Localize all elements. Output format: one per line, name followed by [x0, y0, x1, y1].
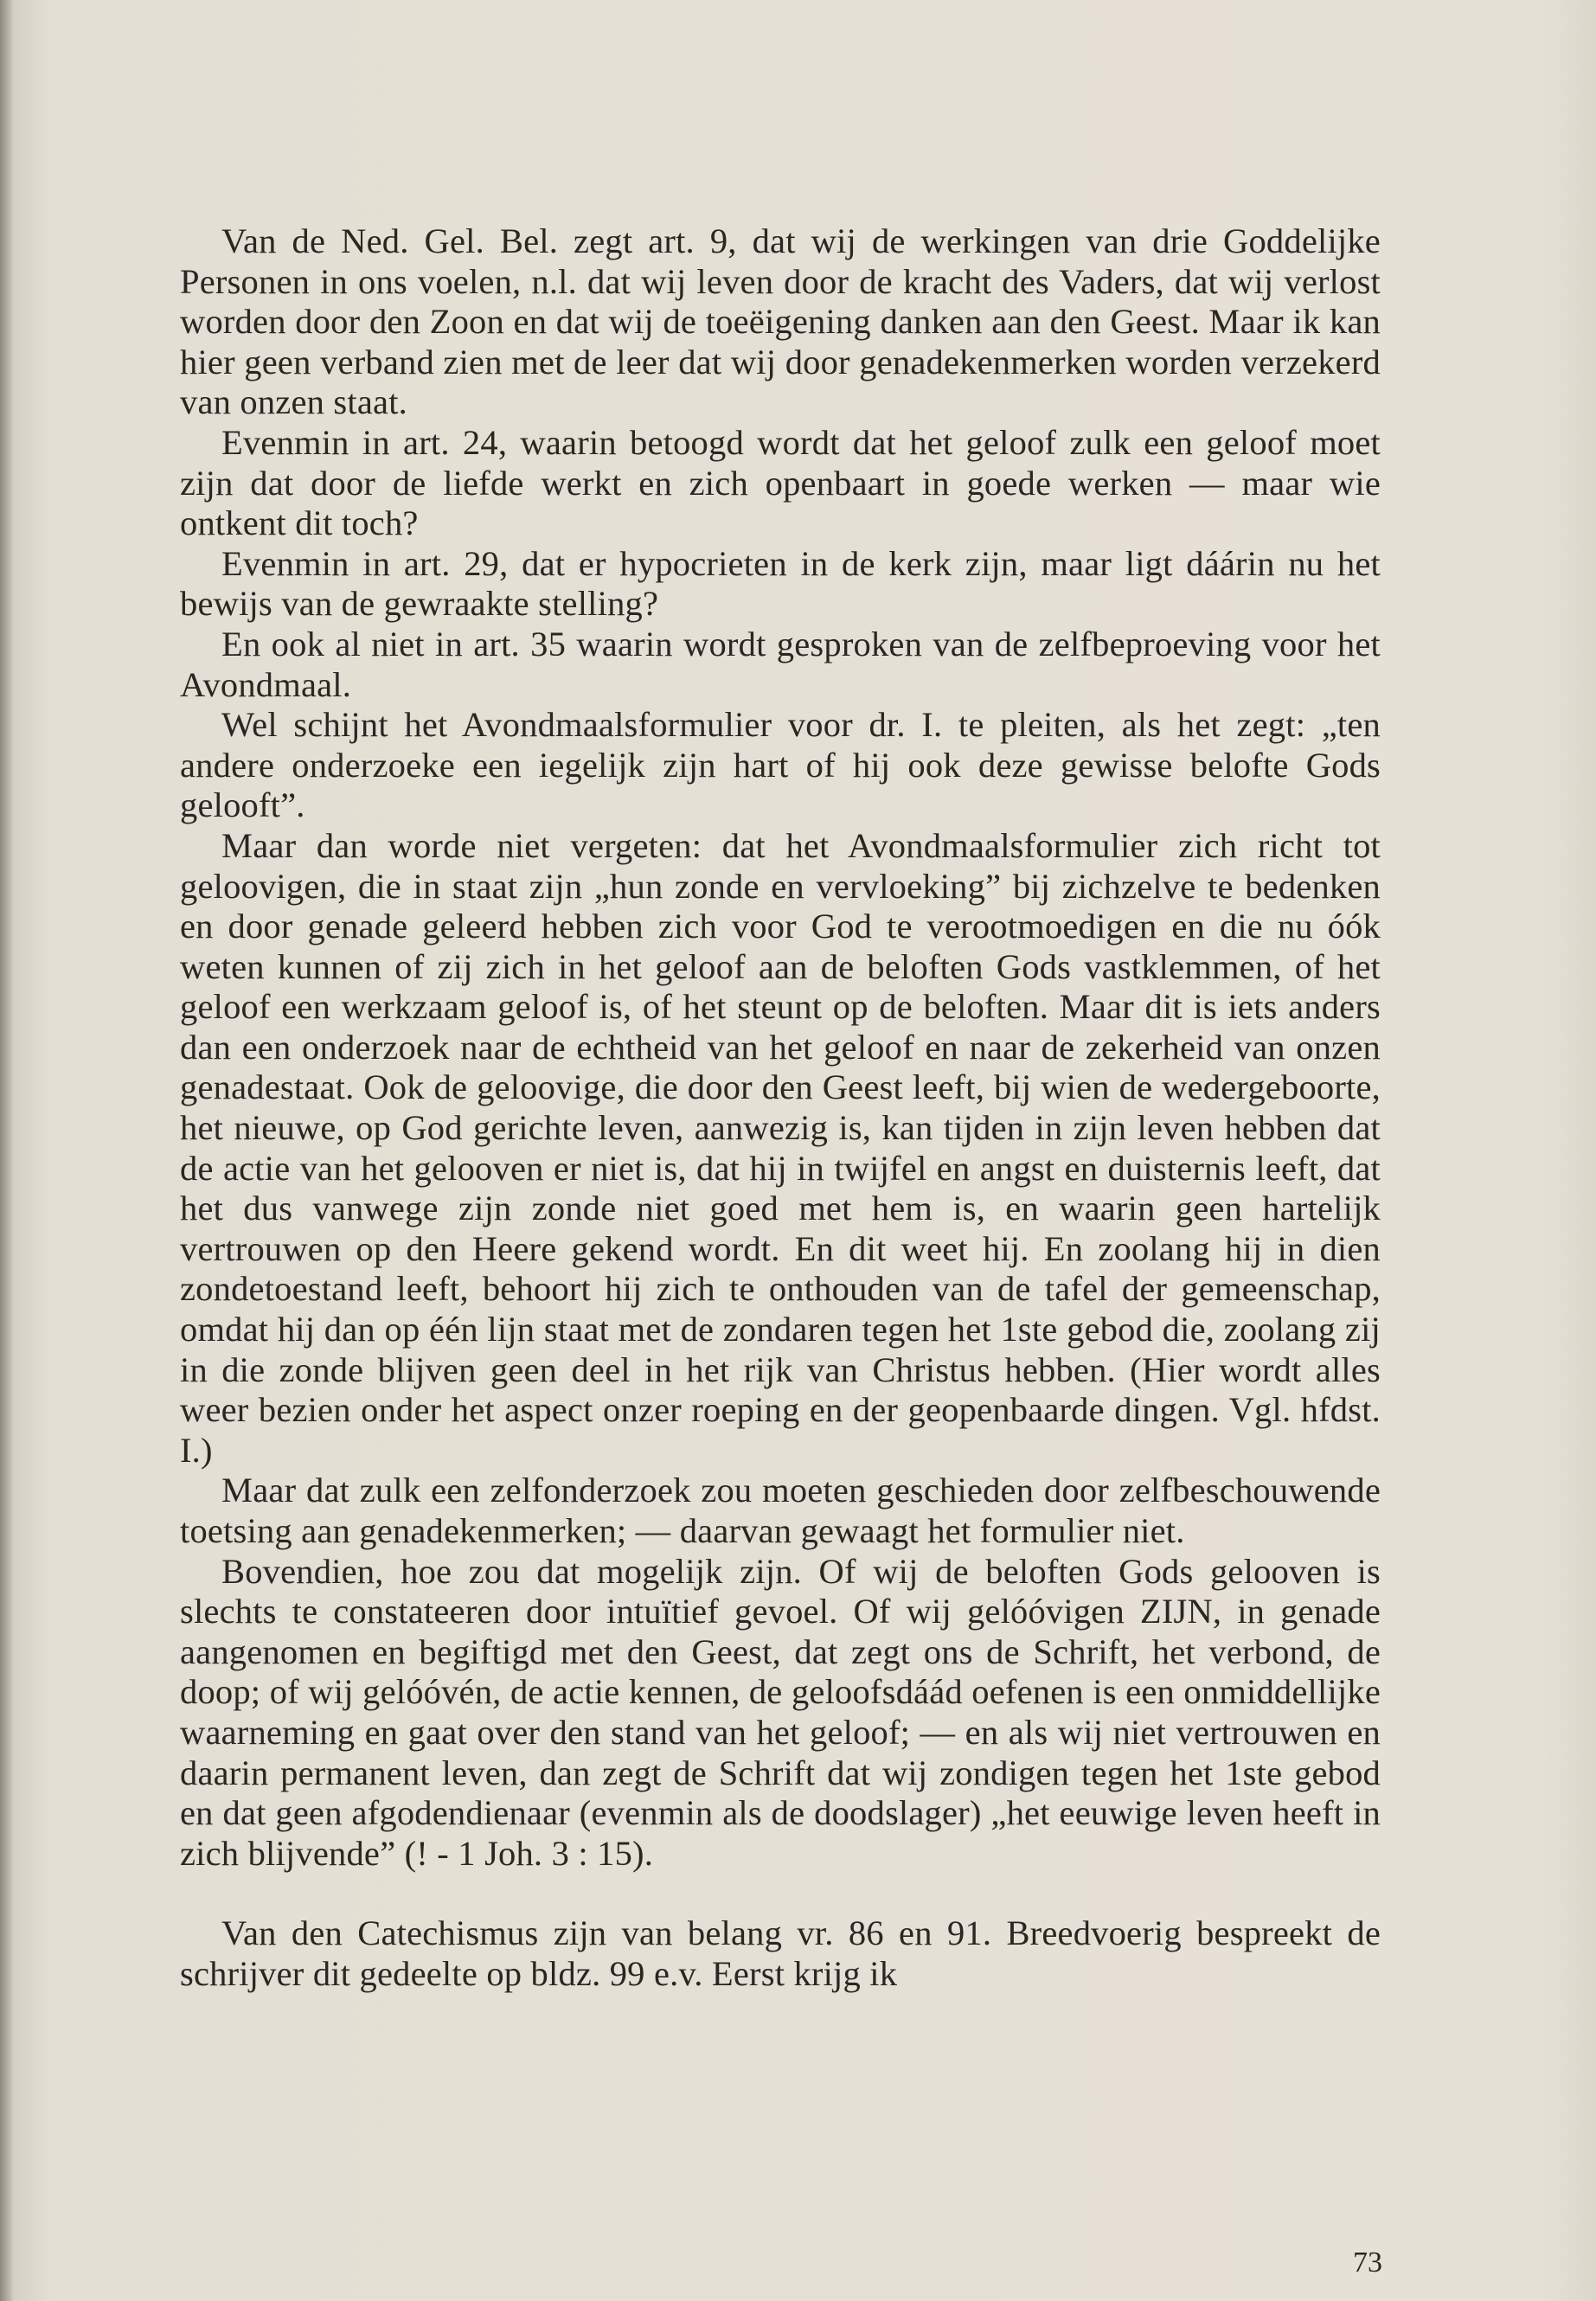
- paragraph-bovendien: Bovendien, hoe zou dat mogelijk zijn. Of wij de beloften Gods gelooven is slechts te constateeren door intuïtief gevoel. Of wij gelóóvigen ZIJN, in genade aangenomen en begiftigd met den Geest, dat zegt ons de Schrift, het verbond, de doop; of wij gelóóvén, de actie kennen, de geloofsdáád oefenen is een onmiddellijke waarneming en gaat over den stand van het geloof; — en als wij niet vertrouwen en daarin permanent leven, dan zegt de Schrift dat wij zondigen tegen het 1ste gebod en dat geen afgodendienaar (evenmin als de doodslager) „het eeuwige leven heeft in zich blijvende” (! - 1 Joh. 3 : 15).: [180, 1551, 1381, 1873]
- paragraph-avondmaalsformulier: Wel schijnt het Avondmaalsformulier voor dr. I. te pleiten, als het zegt: „ten andere onderzoeke een iegelijk zijn hart of hij ook deze gewisse belofte Gods gelooft”.: [180, 705, 1381, 825]
- paragraph-art-24: Evenmin in art. 24, waarin betoogd wordt dat het geloof zulk een geloof moet zijn dat door de liefde werkt en zich openbaart in goede werken — maar wie ontkent dit toch?: [180, 422, 1381, 543]
- page-number: 73: [1353, 2247, 1382, 2279]
- body-text: [180, 221, 1381, 1995]
- paragraph-ned-gel-bel: Van de Ned. Gel. Bel. zegt art. 9, dat wij de werkingen van drie Goddelijke Personen in ons voelen, n.l. dat wij leven door de kracht des Vaders, dat wij verlost worden door den Zoon en dat wij de toeëigening danken aan den Geest. Maar ik kan hier geen verband zien met de leer dat wij door genadekenmerken worden verzekerd van onzen staat.: [180, 221, 1381, 422]
- paragraph-art-29: Evenmin in art. 29, dat er hypocrieten in de kerk zijn, maar ligt dáárin nu het bewijs van de gewraakte stelling?: [180, 543, 1381, 624]
- page-binding-edge: [0, 0, 12, 2301]
- paragraph-zelfonderzoek: Maar dat zulk een zelfonderzoek zou moeten geschieden door zelfbeschouwende toetsing aan genadekenmerken; — daarvan gewaagt het formulier niet.: [180, 1471, 1381, 1550]
- paragraph-geloovigen: Maar dan worde niet vergeten: dat het Avondmaalsformulier zich richt tot geloovigen, die in staat zijn „hun zonde en vervloeking” bij zichzelve te bedenken en door genade geleerd hebben zich voor God te verootmoedigen en die nu óók weten kunnen of zij zich in het geloof aan de beloften Gods vastklemmen, of het geloof een werkzaam geloof is, of het steunt op de beloften. Maar dit is iets anders dan een onderzoek naar de echtheid van het geloof en naar de zekerheid van onzen genadestaat. Ook de geloovige, die door den Geest leeft, bij wien de wedergeboorte, het nieuwe, op God gerichte leven, aanwezig is, kan tijden in zijn leven hebben dat de actie van het gelooven er niet is, dat hij in twijfel en angst en duisternis leeft, dat het dus vanwege zijn zonde niet goed met hem is, en waarin geen hartelijk vertrouwen op den Heere gekend wordt. En dit weet hij. En zoolang hij in dien zondetoestand leeft, behoort hij zich te onthouden van de tafel der gemeenschap, omdat hij dan op één lijn staat met de zondaren tegen het 1ste gebod die, zoolang zij in die zonde blijven geen deel in het rijk van Christus hebben. (Hier wordt alles weer bezien onder het aspect onzer roeping en der geopenbaarde dingen. Vgl. hfdst. I.): [180, 825, 1381, 1470]
- paragraph-art-35: En ook al niet in art. 35 waarin wordt gesproken van de zelfbeproeving voor het Avondmaal.: [180, 624, 1381, 704]
- paragraph-catechismus: Van den Catechismus zijn van belang vr. 86 en 91. Breedvoerig bespreekt de schrijver dit gedeelte op bldz. 99 e.v. Eerst krijg ik: [180, 1913, 1381, 1993]
